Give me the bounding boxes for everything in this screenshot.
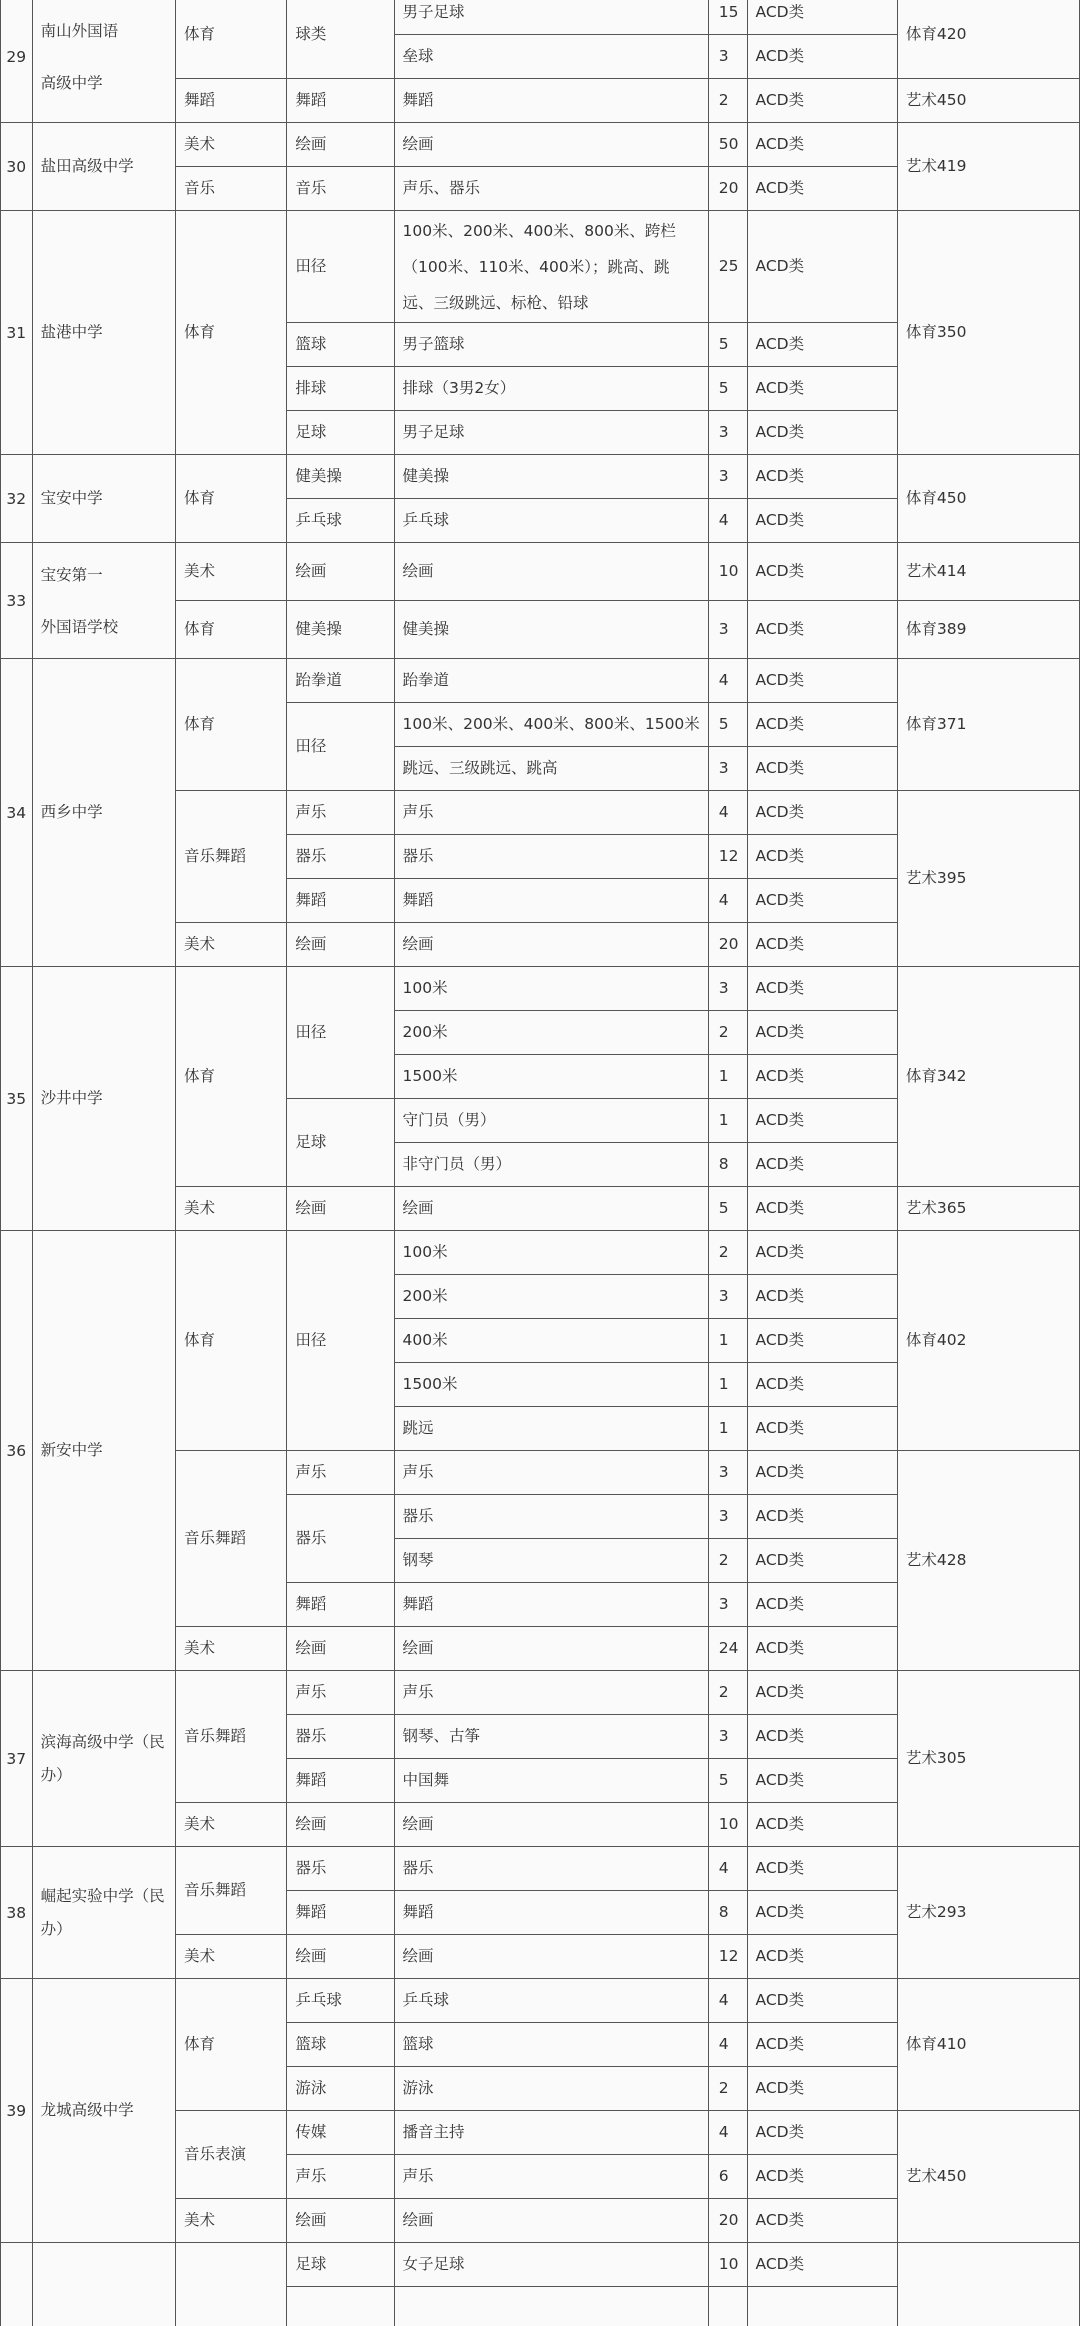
table-cell: 乒乓球 bbox=[394, 499, 708, 543]
table-cell: 36 bbox=[1, 1231, 33, 1671]
table-cell: 3 bbox=[708, 601, 747, 659]
table-cell: 声乐、器乐 bbox=[394, 167, 708, 211]
table-cell: 绘画 bbox=[394, 543, 708, 601]
table-cell: 艺术428 bbox=[897, 1451, 1079, 1671]
table-cell: ACD类 bbox=[747, 2155, 897, 2199]
table-cell: 艺术450 bbox=[897, 2111, 1079, 2243]
table-cell: 400米 bbox=[394, 1319, 708, 1363]
table-cell: 播音主持 bbox=[394, 2111, 708, 2155]
table-cell: ACD类 bbox=[747, 967, 897, 1011]
table-cell: 音乐舞蹈 bbox=[175, 791, 286, 923]
table-cell: 1500米 bbox=[394, 1055, 708, 1099]
table-cell: 艺术395 bbox=[897, 791, 1079, 967]
table-cell: 美术 bbox=[175, 1935, 286, 1979]
table-cell: ACD类 bbox=[747, 1583, 897, 1627]
table-cell: ACD类 bbox=[747, 1011, 897, 1055]
table-cell: 体育342 bbox=[897, 967, 1079, 1187]
table-cell: 跳远、三级跳远、跳高 bbox=[394, 747, 708, 791]
table-cell: 舞蹈 bbox=[394, 79, 708, 123]
table-cell: 声乐 bbox=[287, 1671, 394, 1715]
table-cell: ACD类 bbox=[747, 1407, 897, 1451]
table-cell: 1 bbox=[708, 1055, 747, 1099]
table-cell bbox=[1, 2243, 33, 2326]
table-cell: 篮球 bbox=[394, 2023, 708, 2067]
table-cell: 美术 bbox=[175, 2199, 286, 2243]
table-body bbox=[1, 0, 1080, 2326]
table-cell: 15 bbox=[708, 0, 747, 35]
table-cell: 滨海高级中学（民办） bbox=[32, 1671, 175, 1847]
table-cell: 39 bbox=[1, 1979, 33, 2243]
table-cell: 100米 bbox=[394, 967, 708, 1011]
table-cell: 钢琴 bbox=[394, 1539, 708, 1583]
table-cell: 乒乓球 bbox=[394, 1979, 708, 2023]
table-cell: 舞蹈 bbox=[287, 79, 394, 123]
table-cell: 体育 bbox=[175, 0, 286, 79]
table-cell: 音乐 bbox=[287, 167, 394, 211]
table-cell: 体育371 bbox=[897, 659, 1079, 791]
table-cell: ACD类 bbox=[747, 323, 897, 367]
table-cell: 西乡中学 bbox=[32, 659, 175, 967]
table-cell: 3 bbox=[708, 1715, 747, 1759]
table-cell: 中国舞 bbox=[394, 1759, 708, 1803]
table-cell: 体育420 bbox=[897, 0, 1079, 79]
table-cell: 10 bbox=[708, 2243, 747, 2287]
table-cell: ACD类 bbox=[747, 543, 897, 601]
table-cell: 田径 bbox=[287, 211, 394, 323]
table-cell: 艺术414 bbox=[897, 543, 1079, 601]
table-cell: 体育 bbox=[175, 601, 286, 659]
table-cell: 舞蹈 bbox=[394, 879, 708, 923]
table-cell: 2 bbox=[708, 1671, 747, 1715]
table-cell: 3 bbox=[708, 411, 747, 455]
table-cell: 体育389 bbox=[897, 601, 1079, 659]
table-cell: 男子足球 bbox=[394, 411, 708, 455]
table-cell: 10 bbox=[708, 543, 747, 601]
table-cell: 新安中学 bbox=[32, 1231, 175, 1671]
table-cell: 4 bbox=[708, 2023, 747, 2067]
table-cell: 绘画 bbox=[394, 1803, 708, 1847]
table-row bbox=[1, 1847, 1080, 1891]
table-row bbox=[1, 1671, 1080, 1715]
table-cell: ACD类 bbox=[747, 1451, 897, 1495]
table-cell: ACD类 bbox=[747, 1891, 897, 1935]
table-cell: ACD类 bbox=[747, 167, 897, 211]
table-cell: 5 bbox=[708, 703, 747, 747]
table-row bbox=[1, 1979, 1080, 2023]
table-cell: 艺术419 bbox=[897, 123, 1079, 211]
table-cell: 美术 bbox=[175, 1187, 286, 1231]
table-cell: 传媒 bbox=[287, 2111, 394, 2155]
table-cell bbox=[394, 2287, 708, 2326]
table-cell: 4 bbox=[708, 1847, 747, 1891]
table-cell: 50 bbox=[708, 123, 747, 167]
table-cell: 健美操 bbox=[287, 455, 394, 499]
table-cell: ACD类 bbox=[747, 79, 897, 123]
table-cell: ACD类 bbox=[747, 703, 897, 747]
table-cell: 南山外国语 高级中学 bbox=[32, 0, 175, 123]
table-cell: 非守门员（男） bbox=[394, 1143, 708, 1187]
table-cell: 排球（3男2女） bbox=[394, 367, 708, 411]
table-row bbox=[1, 543, 1080, 601]
table-cell: 排球 bbox=[287, 367, 394, 411]
table-cell: 舞蹈 bbox=[287, 1583, 394, 1627]
table-cell: ACD类 bbox=[747, 1363, 897, 1407]
table-cell: 田径 bbox=[287, 967, 394, 1099]
table-cell: 声乐 bbox=[394, 2155, 708, 2199]
table-cell: 3 bbox=[708, 455, 747, 499]
table-cell: 宝安中学 bbox=[32, 455, 175, 543]
table-cell: 6 bbox=[708, 2155, 747, 2199]
table-cell: 跆拳道 bbox=[287, 659, 394, 703]
table-cell: 跳远 bbox=[394, 1407, 708, 1451]
table-cell bbox=[287, 2287, 394, 2326]
table-cell: 绘画 bbox=[287, 923, 394, 967]
table-cell: 200米 bbox=[394, 1275, 708, 1319]
table-cell: 3 bbox=[708, 1451, 747, 1495]
table-cell: 音乐舞蹈 bbox=[175, 1847, 286, 1935]
table-cell: 体育402 bbox=[897, 1231, 1079, 1451]
table-cell: 1 bbox=[708, 1363, 747, 1407]
table-cell: ACD类 bbox=[747, 659, 897, 703]
table-cell: 34 bbox=[1, 659, 33, 967]
table-cell: 声乐 bbox=[287, 1451, 394, 1495]
table-cell: 器乐 bbox=[394, 835, 708, 879]
table-cell: ACD类 bbox=[747, 1803, 897, 1847]
table-cell: 33 bbox=[1, 543, 33, 659]
table-cell: 舞蹈 bbox=[287, 1891, 394, 1935]
table-cell: 8 bbox=[708, 1891, 747, 1935]
table-cell: ACD类 bbox=[747, 2243, 897, 2287]
table-cell: 跆拳道 bbox=[394, 659, 708, 703]
table-cell: 32 bbox=[1, 455, 33, 543]
table-cell: 美术 bbox=[175, 923, 286, 967]
table-cell bbox=[708, 2287, 747, 2326]
table-cell: 艺术450 bbox=[897, 79, 1079, 123]
table-cell: 10 bbox=[708, 1803, 747, 1847]
table-cell: 绘画 bbox=[287, 1935, 394, 1979]
table-cell: 绘画 bbox=[394, 923, 708, 967]
table-cell: 体育450 bbox=[897, 455, 1079, 543]
table-cell: 1 bbox=[708, 1319, 747, 1363]
table-cell: 器乐 bbox=[394, 1495, 708, 1539]
table-cell: 体育 bbox=[175, 1979, 286, 2111]
table-cell: 1500米 bbox=[394, 1363, 708, 1407]
table-cell: 美术 bbox=[175, 1627, 286, 1671]
table-cell: 器乐 bbox=[287, 1495, 394, 1583]
table-cell: ACD类 bbox=[747, 791, 897, 835]
table-cell: 足球 bbox=[287, 2243, 394, 2287]
table-cell: 20 bbox=[708, 167, 747, 211]
table-cell: 器乐 bbox=[287, 1847, 394, 1891]
table-cell: 舞蹈 bbox=[394, 1583, 708, 1627]
table-cell: 29 bbox=[1, 0, 33, 123]
table-cell: ACD类 bbox=[747, 211, 897, 323]
table-cell: ACD类 bbox=[747, 1143, 897, 1187]
table-cell: ACD类 bbox=[747, 879, 897, 923]
table-cell: 30 bbox=[1, 123, 33, 211]
table-cell: 声乐 bbox=[394, 791, 708, 835]
table-cell: 绘画 bbox=[394, 1935, 708, 1979]
table-cell: 35 bbox=[1, 967, 33, 1231]
table-cell: 31 bbox=[1, 211, 33, 455]
table-cell: 3 bbox=[708, 967, 747, 1011]
table-cell: 5 bbox=[708, 1187, 747, 1231]
table-cell: ACD类 bbox=[747, 1847, 897, 1891]
table-cell: 游泳 bbox=[287, 2067, 394, 2111]
table-cell: 健美操 bbox=[287, 601, 394, 659]
table-row bbox=[1, 0, 1080, 35]
table-cell: 舞蹈 bbox=[287, 879, 394, 923]
table-cell: 4 bbox=[708, 791, 747, 835]
table-cell: 37 bbox=[1, 1671, 33, 1847]
table-cell: ACD类 bbox=[747, 1715, 897, 1759]
table-cell bbox=[897, 2243, 1079, 2326]
table-row bbox=[1, 455, 1080, 499]
table-cell: 守门员（男） bbox=[394, 1099, 708, 1143]
table-cell bbox=[175, 2243, 286, 2326]
table-cell: 3 bbox=[708, 1275, 747, 1319]
table-cell: ACD类 bbox=[747, 1495, 897, 1539]
table-cell: ACD类 bbox=[747, 35, 897, 79]
table-cell: 篮球 bbox=[287, 2023, 394, 2067]
table-cell: 男子足球 bbox=[394, 0, 708, 35]
table-cell: 绘画 bbox=[287, 543, 394, 601]
table-cell: 体育 bbox=[175, 211, 286, 455]
table-cell: 声乐 bbox=[287, 791, 394, 835]
table-cell: 绘画 bbox=[394, 2199, 708, 2243]
table-cell: ACD类 bbox=[747, 1319, 897, 1363]
table-cell: 体育 bbox=[175, 659, 286, 791]
table-cell: 健美操 bbox=[394, 601, 708, 659]
table-cell: 女子足球 bbox=[394, 2243, 708, 2287]
table-cell: 3 bbox=[708, 747, 747, 791]
table-cell: 乒乓球 bbox=[287, 499, 394, 543]
table-cell: 4 bbox=[708, 659, 747, 703]
table-cell: ACD类 bbox=[747, 1979, 897, 2023]
table-cell: ACD类 bbox=[747, 1275, 897, 1319]
table-cell: 2 bbox=[708, 2067, 747, 2111]
table-cell: 田径 bbox=[287, 703, 394, 791]
table-cell: 5 bbox=[708, 323, 747, 367]
table-cell: 3 bbox=[708, 1495, 747, 1539]
table-cell: 体育 bbox=[175, 455, 286, 543]
table-cell: 100米、200米、400米、800米、1500米 bbox=[394, 703, 708, 747]
table-cell: ACD类 bbox=[747, 2067, 897, 2111]
table-cell: 绘画 bbox=[287, 1803, 394, 1847]
table-row bbox=[1, 967, 1080, 1011]
table-cell: ACD类 bbox=[747, 1627, 897, 1671]
table-cell: 2 bbox=[708, 1539, 747, 1583]
table-cell: ACD类 bbox=[747, 1935, 897, 1979]
table-cell: 24 bbox=[708, 1627, 747, 1671]
table-cell: 器乐 bbox=[287, 835, 394, 879]
table-cell: 游泳 bbox=[394, 2067, 708, 2111]
table-cell: 5 bbox=[708, 1759, 747, 1803]
table-cell: 垒球 bbox=[394, 35, 708, 79]
table-cell: 体育 bbox=[175, 967, 286, 1187]
table-cell: 音乐 bbox=[175, 167, 286, 211]
table-cell: 绘画 bbox=[287, 123, 394, 167]
table-cell: 乒乓球 bbox=[287, 1979, 394, 2023]
table-cell: 2 bbox=[708, 79, 747, 123]
table-cell: 绘画 bbox=[394, 123, 708, 167]
table-cell: 100米、200米、400米、800米、跨栏（100米、110米、400米）；跳高、跳远、三级跳远、标枪、铅球 bbox=[394, 211, 708, 323]
table-cell: 艺术365 bbox=[897, 1187, 1079, 1231]
table-cell: 200米 bbox=[394, 1011, 708, 1055]
table-cell: ACD类 bbox=[747, 1231, 897, 1275]
table-cell bbox=[32, 2243, 175, 2326]
table-cell: 足球 bbox=[287, 411, 394, 455]
table-cell: ACD类 bbox=[747, 367, 897, 411]
table-cell: ACD类 bbox=[747, 601, 897, 659]
table-cell: ACD类 bbox=[747, 2199, 897, 2243]
table-cell: 艺术293 bbox=[897, 1847, 1079, 1979]
table-cell: 声乐 bbox=[287, 2155, 394, 2199]
table-cell: 音乐表演 bbox=[175, 2111, 286, 2199]
table-cell: 3 bbox=[708, 1583, 747, 1627]
table-row bbox=[1, 2243, 1080, 2287]
table-cell: 绘画 bbox=[287, 1187, 394, 1231]
table-cell: 2 bbox=[708, 1231, 747, 1275]
table-cell: 舞蹈 bbox=[394, 1891, 708, 1935]
table-cell: 2 bbox=[708, 1011, 747, 1055]
table-cell: ACD类 bbox=[747, 2111, 897, 2155]
table-cell: 声乐 bbox=[394, 1451, 708, 1495]
table-cell: ACD类 bbox=[747, 1671, 897, 1715]
table-cell: 男子篮球 bbox=[394, 323, 708, 367]
table-cell: 5 bbox=[708, 367, 747, 411]
table-cell: 美术 bbox=[175, 123, 286, 167]
table-cell: 12 bbox=[708, 835, 747, 879]
table-cell: 龙城高级中学 bbox=[32, 1979, 175, 2243]
table-cell: 美术 bbox=[175, 1803, 286, 1847]
table-cell: ACD类 bbox=[747, 0, 897, 35]
table-cell: ACD类 bbox=[747, 1055, 897, 1099]
table-cell: 绘画 bbox=[394, 1627, 708, 1671]
table-cell: 器乐 bbox=[394, 1847, 708, 1891]
table-cell: 声乐 bbox=[394, 1671, 708, 1715]
table-cell: ACD类 bbox=[747, 1759, 897, 1803]
table-cell: ACD类 bbox=[747, 455, 897, 499]
table-cell: ACD类 bbox=[747, 123, 897, 167]
table-cell: 绘画 bbox=[287, 2199, 394, 2243]
table-cell: ACD类 bbox=[747, 2023, 897, 2067]
table-cell: 篮球 bbox=[287, 323, 394, 367]
table-cell bbox=[747, 2287, 897, 2326]
table-cell: 20 bbox=[708, 2199, 747, 2243]
table-cell: 器乐 bbox=[287, 1715, 394, 1759]
table-cell: 38 bbox=[1, 1847, 33, 1979]
table-cell: 田径 bbox=[287, 1231, 394, 1451]
table-cell: 1 bbox=[708, 1099, 747, 1143]
table-cell: ACD类 bbox=[747, 499, 897, 543]
table-row bbox=[1, 123, 1080, 167]
table-cell: 盐田高级中学 bbox=[32, 123, 175, 211]
table-cell: 盐港中学 bbox=[32, 211, 175, 455]
table-cell: 舞蹈 bbox=[175, 79, 286, 123]
table-cell: 绘画 bbox=[394, 1187, 708, 1231]
table-cell: 3 bbox=[708, 35, 747, 79]
table-row bbox=[1, 1231, 1080, 1275]
table-cell: 美术 bbox=[175, 543, 286, 601]
table-cell: ACD类 bbox=[747, 1099, 897, 1143]
table-cell: 钢琴、古筝 bbox=[394, 1715, 708, 1759]
table-row bbox=[1, 211, 1080, 323]
table-cell: 足球 bbox=[287, 1099, 394, 1187]
table-cell: 体育410 bbox=[897, 1979, 1079, 2111]
table-cell: 4 bbox=[708, 1979, 747, 2023]
table-cell: ACD类 bbox=[747, 1187, 897, 1231]
table-cell: 20 bbox=[708, 923, 747, 967]
table-cell: ACD类 bbox=[747, 835, 897, 879]
table-cell: 12 bbox=[708, 1935, 747, 1979]
table-cell: ACD类 bbox=[747, 923, 897, 967]
table-cell: 球类 bbox=[287, 0, 394, 79]
table-cell: 音乐舞蹈 bbox=[175, 1671, 286, 1803]
table-cell: 崛起实验中学（民办） bbox=[32, 1847, 175, 1979]
table-cell: 4 bbox=[708, 879, 747, 923]
table-cell: 舞蹈 bbox=[287, 1759, 394, 1803]
table-cell: 音乐舞蹈 bbox=[175, 1451, 286, 1627]
table-cell: 艺术305 bbox=[897, 1671, 1079, 1847]
table-cell: 沙井中学 bbox=[32, 967, 175, 1231]
table-cell: ACD类 bbox=[747, 747, 897, 791]
table-cell: 100米 bbox=[394, 1231, 708, 1275]
table-row bbox=[1, 659, 1080, 703]
table-cell: 绘画 bbox=[287, 1627, 394, 1671]
table-cell: 体育350 bbox=[897, 211, 1079, 455]
table-cell: 25 bbox=[708, 211, 747, 323]
table-cell: 4 bbox=[708, 2111, 747, 2155]
table-cell: 4 bbox=[708, 499, 747, 543]
table-cell: ACD类 bbox=[747, 411, 897, 455]
table-cell: 体育 bbox=[175, 1231, 286, 1451]
table-cell: 1 bbox=[708, 1407, 747, 1451]
table-cell: ACD类 bbox=[747, 1539, 897, 1583]
table-cell: 宝安第一 外国语学校 bbox=[32, 543, 175, 659]
table-cell: 健美操 bbox=[394, 455, 708, 499]
table-cell: 8 bbox=[708, 1143, 747, 1187]
